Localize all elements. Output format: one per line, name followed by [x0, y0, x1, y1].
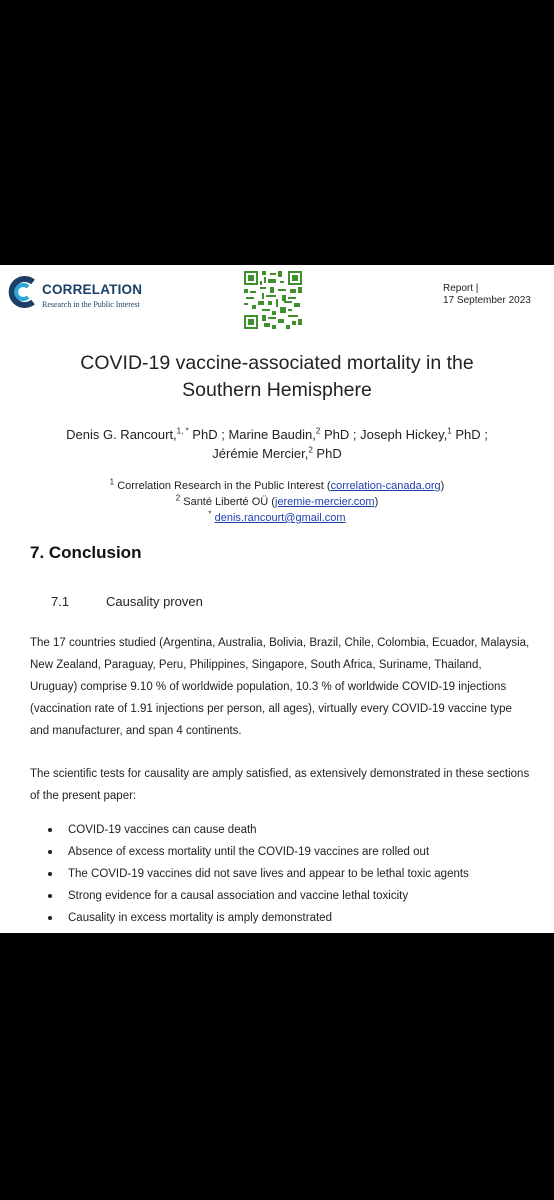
report-info [443, 283, 531, 307]
authors-line-1: Denis G. Rancourt,$^{1, *}$ PhD ; Marine Baudin,$^2$ PhD ; Joseph Hickey,$^1$ PhD ; [66, 426, 488, 442]
list-item: Absence of excess mortality until the COVID-19 vaccines are rolled out [30, 841, 530, 863]
list-item: The COVID-19 vaccines did not save lives and appear to be lethal toxic agents [30, 863, 530, 885]
author-name: Joseph Hickey, [360, 427, 448, 442]
title-line-2: Southern Hemisphere [182, 379, 372, 401]
bullet-list [30, 819, 530, 929]
logo-subtitle: Research in the Public Interest [42, 300, 140, 309]
correlation-c-logo-icon [6, 275, 40, 309]
bullet-icon [48, 850, 52, 854]
subsection-title: Causality proven [106, 594, 203, 609]
bullet-icon [48, 894, 52, 898]
affiliations [0, 478, 554, 526]
logo-name: CORRELATION [42, 282, 143, 297]
report-label: Report | [443, 283, 479, 294]
author-name: Denis G. Rancourt, [66, 427, 177, 442]
paragraph-causality: The scientific tests for causality are amply satisfied, as extensively demonstrated in these sections of the present paper: [30, 768, 530, 802]
paper-title [0, 350, 554, 404]
affiliation-2: $^2$ Santé Liberté OÜ (jeremie-mercier.com) [175, 493, 379, 508]
list-item: Causality in excess mortality is amply demonstrated [30, 907, 530, 929]
list-item: COVID-19 vaccines can cause death [30, 819, 530, 841]
report-date: 17 September 2023 [443, 295, 531, 306]
section-heading: 7. Conclusion [30, 543, 142, 562]
correlation-logo [6, 273, 156, 313]
bullet-icon [48, 916, 52, 920]
authors-line-2: Jérémie Mercier,$^2$ PhD [212, 445, 342, 461]
affiliation-link[interactable]: jeremie-mercier.com [274, 496, 375, 508]
email-link[interactable]: denis.rancourt@gmail.com [214, 512, 346, 524]
document-page [0, 265, 554, 933]
bullet-icon [48, 872, 52, 876]
bullet-icon [48, 828, 52, 832]
author-name: Marine Baudin, [228, 427, 316, 442]
affiliation-link[interactable]: correlation-canada.org [330, 480, 441, 492]
subsection-number: 7.1 [51, 594, 70, 609]
qr-code-icon [244, 271, 302, 329]
affiliation-1: $^1$ Correlation Research in the Public Interest (correlation-canada.org) [109, 477, 445, 492]
author-name: Jérémie Mercier, [212, 446, 309, 461]
title-line-1: COVID-19 vaccine-associated mortality in the [80, 352, 474, 374]
paragraph-countries: The 17 countries studied (Argentina, Australia, Bolivia, Brazil, Chile, Colombia, Ecuador, Malaysia, New Zealand, Paraguay, Peru, Philippines, Singapore, South Africa, Suriname, Thailand, Uruguay) comprise 9.10 % of worldwide population, 10.3 % of worldwide COVID-19 injections (vaccination rate of 1.91 injections per person, all ages), virtually every COVID-19 vaccine type and manufacturer, and span 4 continents. [30, 637, 530, 737]
author-list [0, 425, 554, 463]
list-item: Strong evidence for a causal association and vaccine lethal toxicity [30, 885, 530, 907]
contact-email: * denis.rancourt@gmail.com [208, 509, 346, 524]
